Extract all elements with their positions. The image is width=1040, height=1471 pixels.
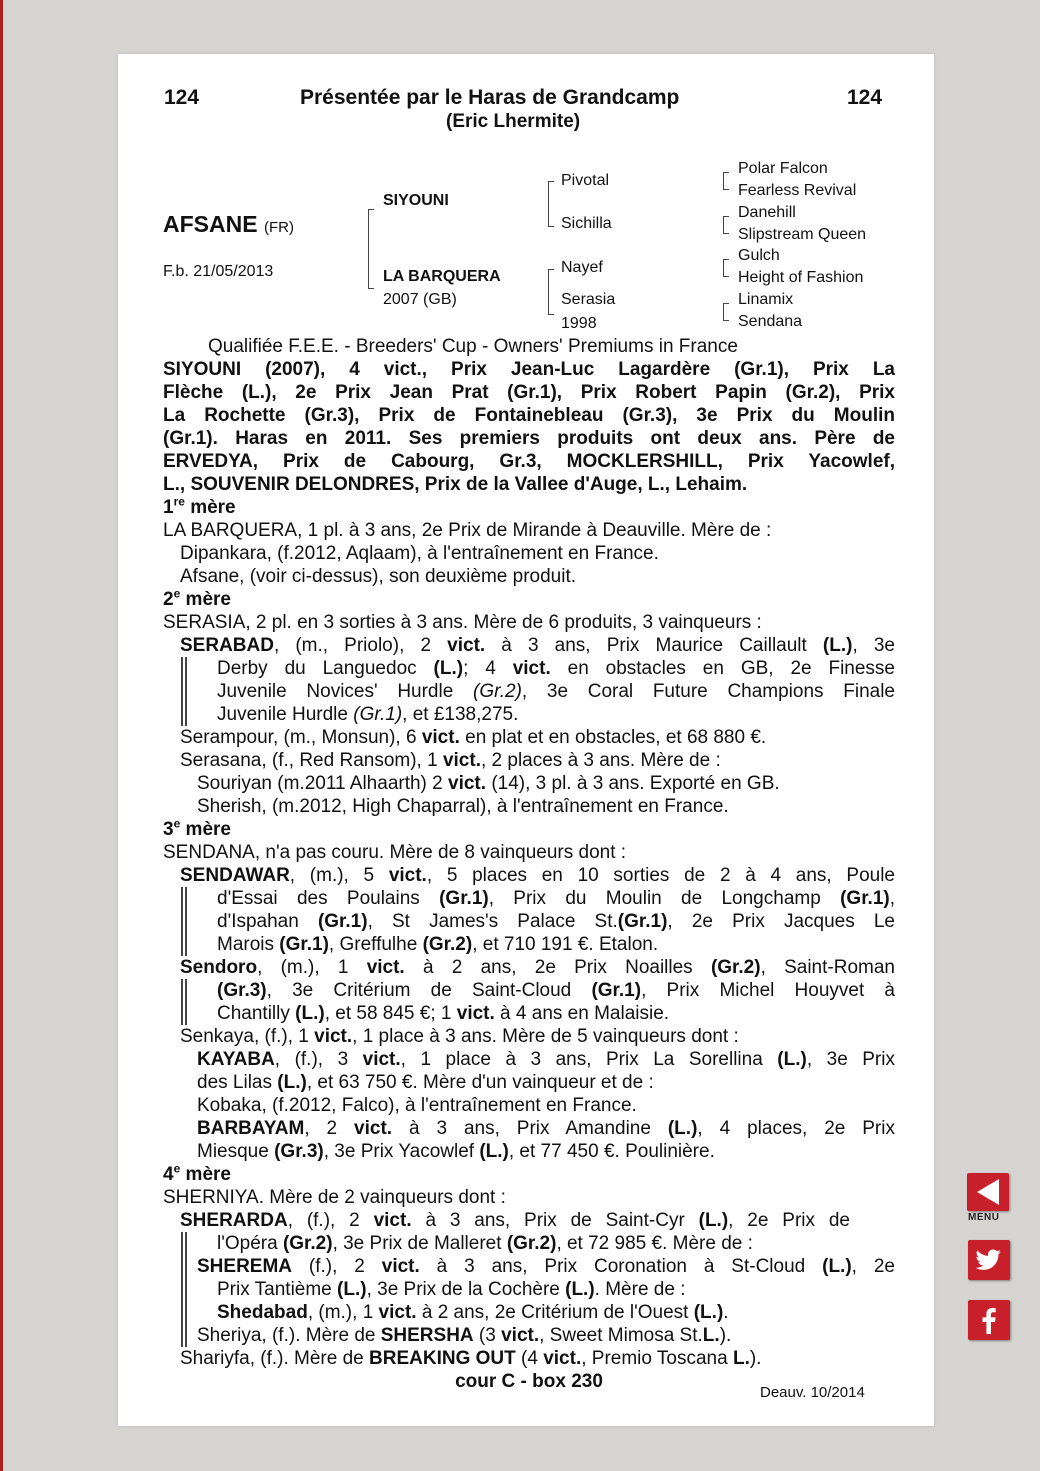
produce-line: Shariyfa, (f.). Mère de BREAKING OUT (4 vict., Premio Toscana L.).: [180, 1348, 762, 1369]
produce-line: Serasana, (f., Red Ransom), 1 vict., 2 places à 3 ans. Mère de :: [180, 750, 721, 771]
produce-line: Juvenile Hurdle (Gr.1), et £138,275.: [217, 704, 519, 725]
lot-number-right: 124: [847, 86, 883, 109]
serabad-block: [163, 634, 895, 726]
left-accent-line: [0, 0, 3, 1471]
pedigree-bracket: [548, 269, 554, 315]
produce-line: Marois (Gr.1), Greffulhe (Gr.2), et 710 191 €. Etalon.: [217, 934, 659, 955]
produce-line: Sherish, (m.2012, High Chaparral), à l'entraînement en France.: [197, 796, 729, 817]
produce-line: Kobaka, (f.2012, Falco), à l'entraînement en France.: [197, 1095, 637, 1116]
pedigree-dam: LA BARQUERA: [383, 268, 501, 285]
pedigree-bracket: [723, 172, 729, 190]
produce-line: Miesque (Gr.3), 3e Prix Yacowlef (L.), et 77 450 €. Poulinière.: [197, 1141, 715, 1162]
pedigree-gen3-item: Fearless Revival: [738, 182, 857, 199]
produce-line: Sendoro, (m.), 1 vict. à 2 ans, 2e Prix Noailles (Gr.2), Saint-Roman: [180, 957, 895, 978]
horse-origin: (FR): [263, 219, 294, 236]
catalogue-body: [163, 335, 895, 1393]
produce-line: SHERARDA, (f.), 2 vict. à 3 ans, Prix de Saint-Cyr (L.), 2e Prix de: [180, 1210, 850, 1231]
first-dam-produce: Dipankara, (f.2012, Aqlaam), à l'entraînement en France.: [180, 543, 659, 564]
pedigree-gen3-item: Slipstream Queen: [738, 226, 867, 243]
dam-heading-3: 3e mère: [163, 816, 231, 840]
produce-line: Derby du Languedoc (L.); 4 vict. en obstacles en GB, 2e Finesse: [217, 658, 895, 679]
produce-line: Juvenile Novices' Hurdle (Gr.2), 3e Coral Future Champions Finale: [217, 681, 895, 702]
menu-label[interactable]: MENU: [968, 1212, 1000, 1223]
produce-line: d'Essai des Poulains (Gr.1), Prix du Moulin de Longchamp (Gr.1),: [217, 888, 895, 909]
second-dam-line: SERASIA, 2 pl. en 3 sorties à 3 ans. Mère de 6 produits, 3 vainqueurs :: [163, 612, 762, 633]
first-dam-produce: Afsane, (voir ci-dessus), son deuxième produit.: [180, 566, 577, 587]
qualification-line: Qualifiée F.E.E. - Breeders' Cup - Owners' Premiums in France: [208, 336, 738, 357]
produce-bar: [181, 657, 187, 726]
sendawar-block: [163, 864, 895, 956]
horse-name: AFSANE: [163, 211, 258, 237]
pedigree-gen3-item: Danehill: [738, 204, 796, 221]
produce-line: Senkaya, (f.), 1 vict., 1 place à 3 ans. Mère de 5 vainqueurs dont :: [180, 1026, 739, 1047]
produce-line: BARBAYAM, 2 vict. à 3 ans, Prix Amandine (L.), 4 places, 2e Prix: [197, 1118, 895, 1139]
sire-text-line: L., SOUVENIR DELONDRES, Prix de la Vallee d'Auge, L., Lehaim.: [163, 474, 748, 495]
page-title: Présentée par le Haras de Grandcamp: [300, 86, 680, 109]
produce-line: Serampour, (m., Monsun), 6 vict. en plat et en obstacles, et 68 880 €.: [180, 727, 767, 748]
horse-name-block: [163, 211, 294, 238]
facebook-button[interactable]: [968, 1300, 1010, 1340]
pedigree-gen3-item: Sendana: [738, 313, 803, 330]
sherarda-block: [163, 1209, 895, 1347]
produce-bar: [181, 887, 187, 956]
produce-line: des Lilas (L.), et 63 750 €. Mère d'un vainqueur et de :: [197, 1072, 654, 1093]
sire-text-line: (Gr.1). Haras en 2011. Ses premiers produits ont deux ans. Père de: [163, 428, 895, 449]
produce-line: Chantilly (L.), et 58 845 €; 1 vict. à 4 ans en Malaisie.: [217, 1003, 670, 1024]
produce-line: SENDAWAR, (m.), 5 vict., 5 places en 10 sorties de 2 à 4 ans, Poule: [180, 865, 895, 886]
horse-details: F.b. 21/05/2013: [163, 263, 274, 280]
produce-line: Souriyan (m.2011 Alhaarth) 2 vict. (14), 3 pl. à 3 ans. Exporté en GB.: [197, 773, 780, 794]
back-arrow-icon: [967, 1173, 1009, 1211]
lot-number-left: 124: [164, 86, 200, 109]
produce-bar: [181, 1232, 187, 1347]
stable-location: cour C - box 230: [455, 1371, 603, 1392]
produce-line: SHEREMA (f.), 2 vict. à 3 ans, Prix Coronation à St-Cloud (L.), 2e: [197, 1256, 895, 1277]
pedigree-gen2-item: Pivotal: [561, 172, 610, 189]
sire-text-line: ERVEDYA, Prix de Cabourg, Gr.3, MOCKLERSHILL, Prix Yacowlef,: [163, 451, 895, 472]
pedigree-bracket: [548, 181, 554, 227]
pedigree-gen3-item: Polar Falcon: [738, 160, 828, 177]
produce-line: (Gr.3), 3e Critérium de Saint-Cloud (Gr.1), Prix Michel Houyvet à: [217, 980, 895, 1001]
pedigree-gen2-item: Nayef: [561, 259, 603, 276]
pedigree-gen2-item: Sichilla: [561, 215, 612, 232]
catalogue-page: [118, 54, 934, 1426]
dam-heading-4: 4e mère: [163, 1161, 231, 1185]
pedigree-gen3-item: Gulch: [738, 247, 780, 264]
menu-button[interactable]: [967, 1173, 1009, 1211]
sire-text-line: Flèche (L.), 2e Prix Jean Prat (Gr.1), Prix Robert Papin (Gr.2), Prix: [163, 382, 895, 403]
produce-line: Prix Tantième (L.), 3e Prix de la Cochère (L.). Mère de :: [217, 1279, 686, 1300]
third-dam-line: SENDANA, n'a pas couru. Mère de 8 vainqueurs dont :: [163, 842, 627, 863]
pedigree-bracket: [723, 216, 729, 234]
dam-heading-1: 1re mère: [163, 494, 236, 518]
produce-line: SERABAD, (m., Priolo), 2 vict. à 3 ans, Prix Maurice Caillault (L.), 3e: [180, 635, 895, 656]
first-dam-line: LA BARQUERA, 1 pl. à 3 ans, 2e Prix de Mirande à Deauville. Mère de :: [163, 520, 772, 541]
twitter-button[interactable]: [968, 1240, 1010, 1280]
pedigree-sire: SIYOUNI: [383, 192, 449, 209]
pedigree-gen2-item: Serasia: [561, 291, 616, 308]
pedigree-bracket: [723, 303, 729, 321]
twitter-icon: [968, 1240, 1010, 1280]
produce-line: Sheriya, (f.). Mère de SHERSHA (3 vict., Sweet Mimosa St.L.).: [197, 1325, 732, 1346]
fourth-dam-line: SHERNIYA. Mère de 2 vainqueurs dont :: [163, 1187, 506, 1208]
sire-text-line: La Rochette (Gr.3), Prix de Fontainebleau (Gr.3), 3e Prix du Moulin: [163, 405, 895, 426]
produce-line: l'Opéra (Gr.2), 3e Prix de Malleret (Gr.2), et 72 985 €. Mère de :: [217, 1233, 753, 1254]
pedigree-bracket: [723, 259, 729, 277]
sendoro-block: [163, 956, 895, 1025]
pedigree-gen3-item: Height of Fashion: [738, 269, 864, 286]
pedigree-dam-year: 2007 (GB): [383, 291, 457, 308]
pedigree-bracket: [368, 209, 374, 289]
page-subtitle: (Eric Lhermite): [446, 111, 581, 132]
produce-line: Shedabad, (m.), 1 vict. à 2 ans, 2e Critérium de l'Ouest (L.).: [217, 1302, 729, 1323]
produce-line: d'Ispahan (Gr.1), St James's Palace St.(Gr.1), 2e Prix Jacques Le: [217, 911, 895, 932]
pedigree-gen2-item: 1998: [561, 315, 597, 332]
facebook-icon: [968, 1300, 1010, 1340]
produce-line: KAYABA, (f.), 3 vict., 1 place à 3 ans, Prix La Sorellina (L.), 3e Prix: [197, 1049, 895, 1070]
produce-bar: [181, 979, 187, 1025]
sire-text-line: SIYOUNI (2007), 4 vict., Prix Jean-Luc Lagardère (Gr.1), Prix La: [163, 359, 895, 380]
pedigree-gen3-item: Linamix: [738, 291, 794, 308]
footer-ref: Deauv. 10/2014: [760, 1384, 865, 1401]
dam-heading-2: 2e mère: [163, 586, 231, 610]
